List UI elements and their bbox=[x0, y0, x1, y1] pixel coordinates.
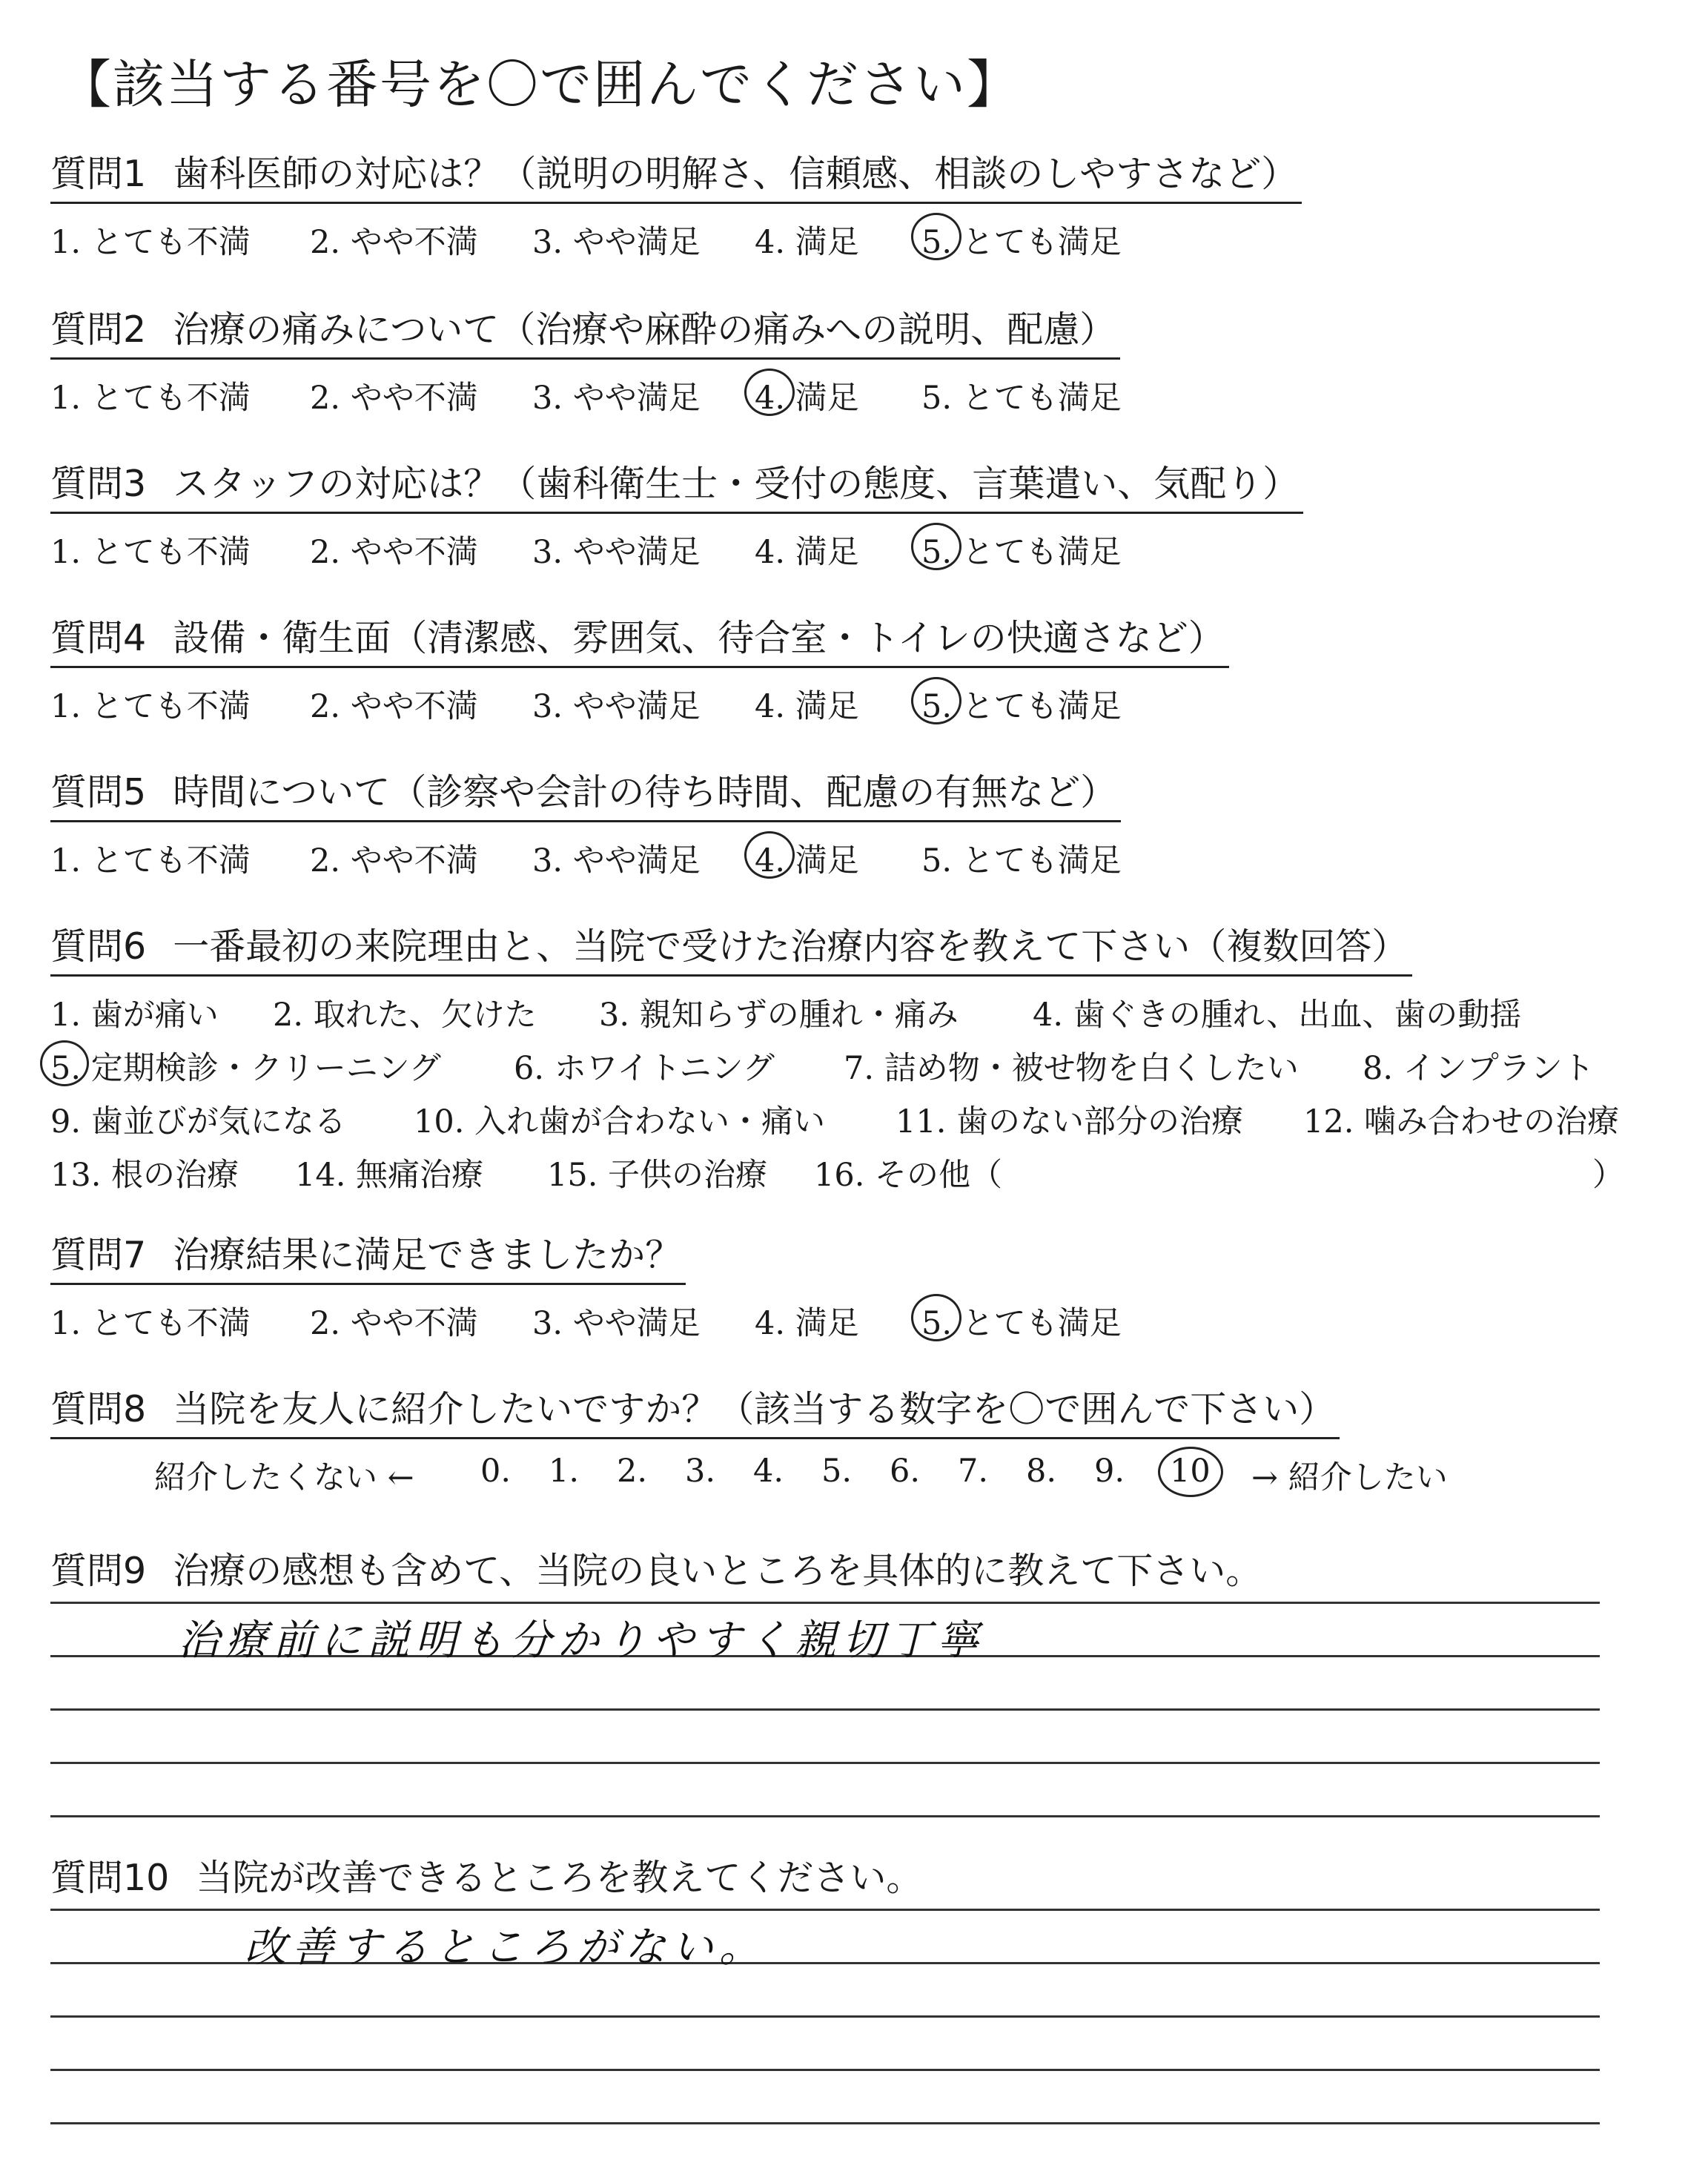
question-7-title bbox=[50, 1226, 686, 1285]
rating-options bbox=[50, 681, 1666, 726]
question-number: 質問1 bbox=[50, 153, 147, 195]
option-3[interactable]: 3. やや満足 bbox=[532, 224, 701, 261]
scale-2[interactable]: 2. bbox=[617, 1453, 648, 1490]
question-number: 質問5 bbox=[50, 771, 147, 813]
option-4-selected[interactable]: 4. 満足 bbox=[755, 373, 859, 418]
instruction-header: 【該当する番号を〇で囲んでください】 bbox=[59, 54, 1020, 115]
rating-options bbox=[50, 836, 1666, 880]
option-1[interactable]: 1. とても不満 bbox=[50, 688, 251, 725]
scale-8[interactable]: 8. bbox=[1026, 1453, 1057, 1490]
option-2[interactable]: 2. やや不満 bbox=[310, 1305, 478, 1342]
question-text: 当院が改善できるところを教えてください。 bbox=[196, 1857, 923, 1899]
reason-16-close-paren: ） bbox=[1592, 1157, 1624, 1194]
question-text: 一番最初の来院理由と、当院で受けた治療内容を教えて下さい（複数回答） bbox=[173, 925, 1409, 968]
option-5[interactable]: 5. とても満足 bbox=[921, 842, 1122, 879]
reason-16[interactable]: 16. その他（ bbox=[814, 1157, 1003, 1194]
option-1[interactable]: 1. とても不満 bbox=[50, 534, 251, 571]
option-4[interactable]: 4. 満足 bbox=[755, 534, 859, 571]
handwritten-answer-q9: 治療前に説明も分かりやすく親切丁寧 bbox=[178, 1616, 984, 1665]
question-2-title bbox=[50, 301, 1120, 360]
answer-line bbox=[50, 2069, 1600, 2071]
option-5[interactable]: 5. とても満足 bbox=[921, 380, 1122, 417]
option-1[interactable]: 1. とても不満 bbox=[50, 380, 251, 417]
option-3[interactable]: 3. やや満足 bbox=[532, 1305, 701, 1342]
rating-options bbox=[50, 373, 1666, 417]
question-10 bbox=[50, 1849, 1666, 1906]
reason-8[interactable]: 8. インプラント bbox=[1363, 1050, 1595, 1087]
scale-7[interactable]: 7. bbox=[958, 1453, 989, 1490]
scale-9[interactable]: 9. bbox=[1094, 1453, 1125, 1490]
option-3[interactable]: 3. やや満足 bbox=[532, 688, 701, 725]
answer-line bbox=[50, 2122, 1600, 2124]
reason-1[interactable]: 1. 歯が痛い bbox=[50, 997, 219, 1034]
question-text: 歯科医師の対応は？（説明の明解さ、信頼感、相談のしやすさなど） bbox=[173, 153, 1298, 195]
scale-left-label: 紹介したくない ← bbox=[154, 1459, 414, 1496]
question-4 bbox=[50, 610, 1666, 726]
option-2[interactable]: 2. やや不満 bbox=[310, 534, 478, 571]
question-number: 質問10 bbox=[50, 1857, 170, 1899]
option-1[interactable]: 1. とても不満 bbox=[50, 842, 251, 879]
question-text: 治療の痛みについて（治療や麻酔の痛みへの説明、配慮） bbox=[173, 308, 1116, 351]
answer-line bbox=[50, 1909, 1600, 1911]
question-number: 質問8 bbox=[50, 1388, 147, 1430]
question-1-title bbox=[50, 145, 1302, 204]
question-4-title bbox=[50, 610, 1229, 668]
question-9-title bbox=[50, 1542, 1266, 1599]
reason-2[interactable]: 2. 取れた、欠けた bbox=[273, 997, 537, 1034]
question-6 bbox=[50, 918, 1666, 1205]
answer-line bbox=[50, 1708, 1600, 1711]
option-5-selected[interactable]: 5. とても満足 bbox=[921, 1298, 1122, 1344]
question-number: 質問6 bbox=[50, 925, 147, 968]
option-4[interactable]: 4. 満足 bbox=[755, 688, 859, 725]
rating-options bbox=[50, 217, 1666, 262]
option-3[interactable]: 3. やや満足 bbox=[532, 842, 701, 879]
reason-6[interactable]: 6. ホワイトニング bbox=[514, 1050, 775, 1087]
question-number: 質問7 bbox=[50, 1234, 147, 1276]
reason-5-selected[interactable]: 5. 定期検診・クリーニング bbox=[50, 1050, 441, 1087]
multi-choice-options bbox=[50, 990, 1666, 1205]
option-4-selected[interactable]: 4. 満足 bbox=[755, 836, 859, 881]
question-number: 質問3 bbox=[50, 463, 147, 505]
question-10-title bbox=[50, 1849, 927, 1906]
question-number: 質問4 bbox=[50, 617, 147, 659]
question-text: スタッフの対応は？（歯科衛生士・受付の態度、言葉遣い、気配り） bbox=[173, 463, 1300, 505]
option-5-selected[interactable]: 5. とても満足 bbox=[921, 681, 1122, 727]
question-number: 質問9 bbox=[50, 1550, 147, 1592]
question-text: 当院を友人に紹介したいですか？（該当する数字を〇で囲んで下さい） bbox=[173, 1388, 1336, 1430]
reason-10[interactable]: 10. 入れ歯が合わない・痛い bbox=[414, 1103, 826, 1140]
scale-0[interactable]: 0. bbox=[480, 1453, 512, 1490]
reason-9[interactable]: 9. 歯並びが気になる bbox=[50, 1103, 346, 1140]
question-7 bbox=[50, 1226, 1666, 1343]
scale-6[interactable]: 6. bbox=[890, 1453, 921, 1490]
rating-options bbox=[50, 1298, 1666, 1343]
answer-line bbox=[50, 2015, 1600, 2018]
answer-line bbox=[50, 1602, 1600, 1604]
question-3 bbox=[50, 455, 1666, 572]
option-5-selected[interactable]: 5. とても満足 bbox=[921, 217, 1122, 262]
option-2[interactable]: 2. やや不満 bbox=[310, 842, 478, 879]
option-4[interactable]: 4. 満足 bbox=[755, 1305, 859, 1342]
scale-3[interactable]: 3. bbox=[685, 1453, 716, 1490]
reason-15[interactable]: 15. 子供の治療 bbox=[547, 1157, 768, 1194]
scale-10-selected[interactable]: 10 bbox=[1170, 1453, 1211, 1490]
question-text: 治療結果に満足できましたか？ bbox=[173, 1234, 682, 1276]
reason-13[interactable]: 13. 根の治療 bbox=[50, 1157, 239, 1194]
option-5-selected[interactable]: 5. とても満足 bbox=[921, 527, 1122, 572]
reason-11[interactable]: 11. 歯のない部分の治療 bbox=[896, 1103, 1244, 1140]
question-number: 質問2 bbox=[50, 308, 147, 351]
reason-4[interactable]: 4. 歯ぐきの腫れ、出血、歯の動揺 bbox=[1033, 997, 1522, 1034]
option-2[interactable]: 2. やや不満 bbox=[310, 380, 478, 417]
question-8-title bbox=[50, 1381, 1340, 1439]
question-1 bbox=[50, 145, 1666, 262]
question-5-title bbox=[50, 764, 1121, 822]
option-1[interactable]: 1. とても不満 bbox=[50, 224, 251, 261]
question-9 bbox=[50, 1542, 1666, 1599]
scale-right-label: → 紹介したい bbox=[1251, 1459, 1448, 1496]
recommend-scale bbox=[50, 1453, 1666, 1505]
scale-4[interactable]: 4. bbox=[753, 1453, 784, 1490]
scale-1[interactable]: 1. bbox=[549, 1453, 580, 1490]
option-2[interactable]: 2. やや不満 bbox=[310, 224, 478, 261]
question-2 bbox=[50, 301, 1666, 417]
question-8 bbox=[50, 1381, 1666, 1505]
question-text: 設備・衛生面（清潔感、雰囲気、待合室・トイレの快適さなど） bbox=[173, 617, 1225, 659]
question-5 bbox=[50, 764, 1666, 880]
scale-5[interactable]: 5. bbox=[821, 1453, 853, 1490]
question-6-title bbox=[50, 918, 1412, 977]
handwritten-answer-q10: 改善するところがない。 bbox=[245, 1923, 767, 1972]
option-4[interactable]: 4. 満足 bbox=[755, 224, 859, 261]
option-2[interactable]: 2. やや不満 bbox=[310, 688, 478, 725]
reason-3[interactable]: 3. 親知らずの腫れ・痛み bbox=[599, 997, 959, 1034]
reason-7[interactable]: 7. 詰め物・被せ物を白くしたい bbox=[844, 1050, 1299, 1087]
option-3[interactable]: 3. やや満足 bbox=[532, 380, 701, 417]
rating-options bbox=[50, 527, 1666, 572]
answer-line bbox=[50, 1815, 1600, 1817]
question-text: 治療の感想も含めて、当院の良いところを具体的に教えて下さい。 bbox=[173, 1550, 1262, 1592]
option-3[interactable]: 3. やや満足 bbox=[532, 534, 701, 571]
reason-14[interactable]: 14. 無痛治療 bbox=[295, 1157, 484, 1194]
answer-line bbox=[50, 1762, 1600, 1764]
option-1[interactable]: 1. とても不満 bbox=[50, 1305, 251, 1342]
question-text: 時間について（診察や会計の待ち時間、配慮の有無など） bbox=[173, 771, 1117, 813]
reason-12[interactable]: 12. 噛み合わせの治療 bbox=[1303, 1103, 1620, 1140]
question-3-title bbox=[50, 455, 1303, 514]
